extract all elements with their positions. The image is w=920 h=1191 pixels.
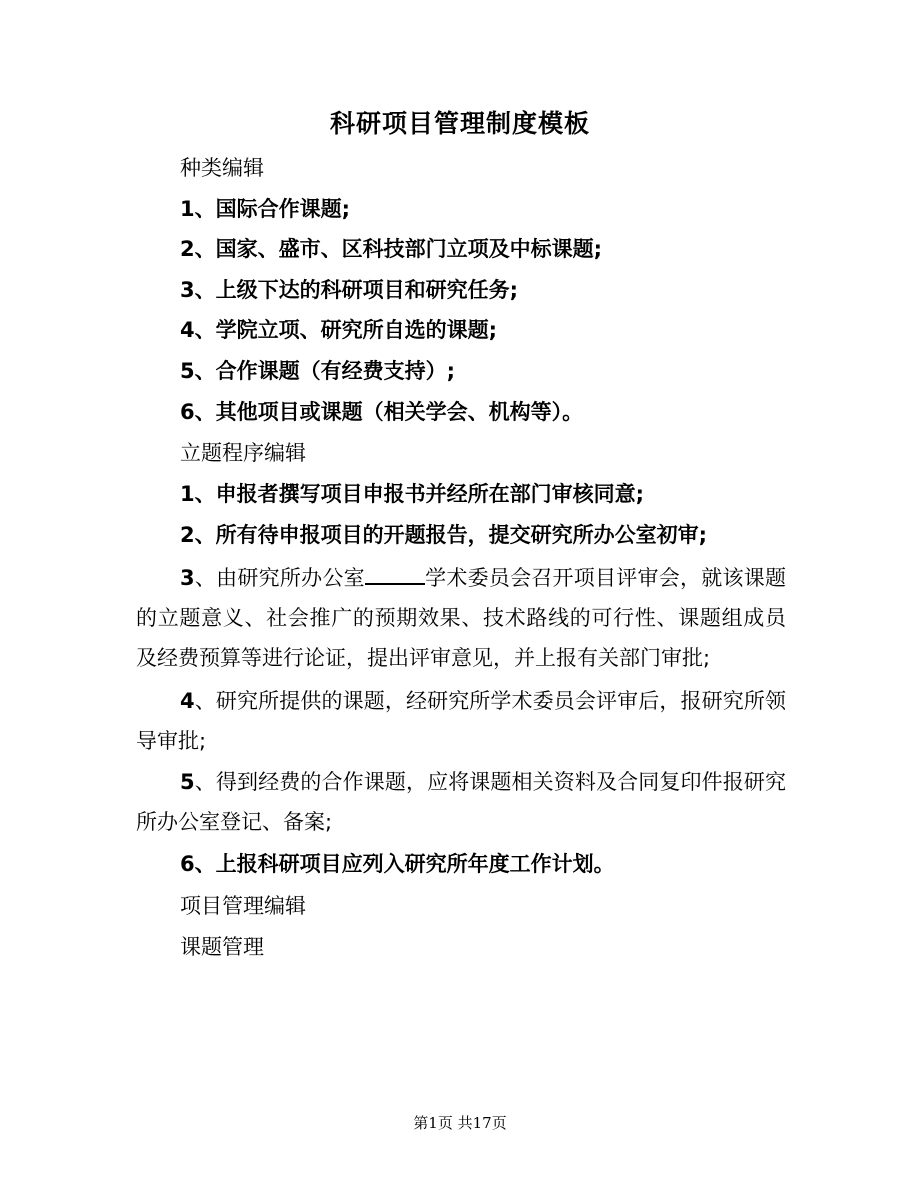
procedure-text: 学术委员会召开项目评审会，就该课题的立题意义、社会推广的预期效果、技术路线的可行性、课题组成员及经费预算等进行论证，提出评审意见，并上报有关部门审批; bbox=[136, 566, 787, 670]
section-heading-categories: 种类编辑 bbox=[180, 156, 264, 180]
section-heading-procedure: 立题程序编辑 bbox=[180, 441, 306, 465]
procedure-paragraph bbox=[136, 681, 786, 761]
procedure-text: 、研究所提供的课题，经研究所学术委员会评审后，报研究所领导审批; bbox=[136, 689, 786, 753]
category-item: 3、上级下达的科研项目和研究任务; bbox=[180, 278, 519, 302]
category-item: 1、国际合作课题; bbox=[180, 197, 351, 221]
procedure-number: 5 bbox=[180, 770, 195, 794]
category-item: 2、国家、盛市、区科技部门立项及中标课题; bbox=[180, 237, 603, 261]
procedure-item: 6、上报科研项目应列入研究所年度工作计划。 bbox=[180, 852, 615, 876]
procedure-item: 1、申报者撰写项目申报书并经所在部门审核同意; bbox=[180, 482, 645, 506]
category-item: 5、合作课题（有经费支持）; bbox=[180, 359, 456, 383]
procedure-text: 、由研究所办公室 bbox=[194, 566, 365, 590]
procedure-paragraph bbox=[136, 762, 786, 842]
page-number: 第1页 共17页 bbox=[413, 1114, 507, 1132]
procedure-paragraph bbox=[136, 558, 786, 678]
document-title: 科研项目管理制度模板 bbox=[329, 109, 590, 138]
procedure-number: 4 bbox=[180, 689, 195, 713]
procedure-text: 、得到经费的合作课题，应将课题相关资料及合同复印件报研究所办公室登记、备案; bbox=[136, 770, 786, 834]
subsection-heading-topic: 课题管理 bbox=[180, 935, 264, 959]
procedure-number: 3 bbox=[180, 566, 195, 590]
category-item: 4、学院立项、研究所自选的课题; bbox=[180, 318, 498, 342]
procedure-item: 2、所有待申报项目的开题报告，提交研究所办公室初审; bbox=[180, 523, 708, 547]
category-item: 6、其他项目或课题（相关学会、机构等）。 bbox=[180, 400, 584, 424]
section-heading-management: 项目管理编辑 bbox=[180, 894, 306, 918]
fill-in-blank bbox=[365, 563, 425, 585]
